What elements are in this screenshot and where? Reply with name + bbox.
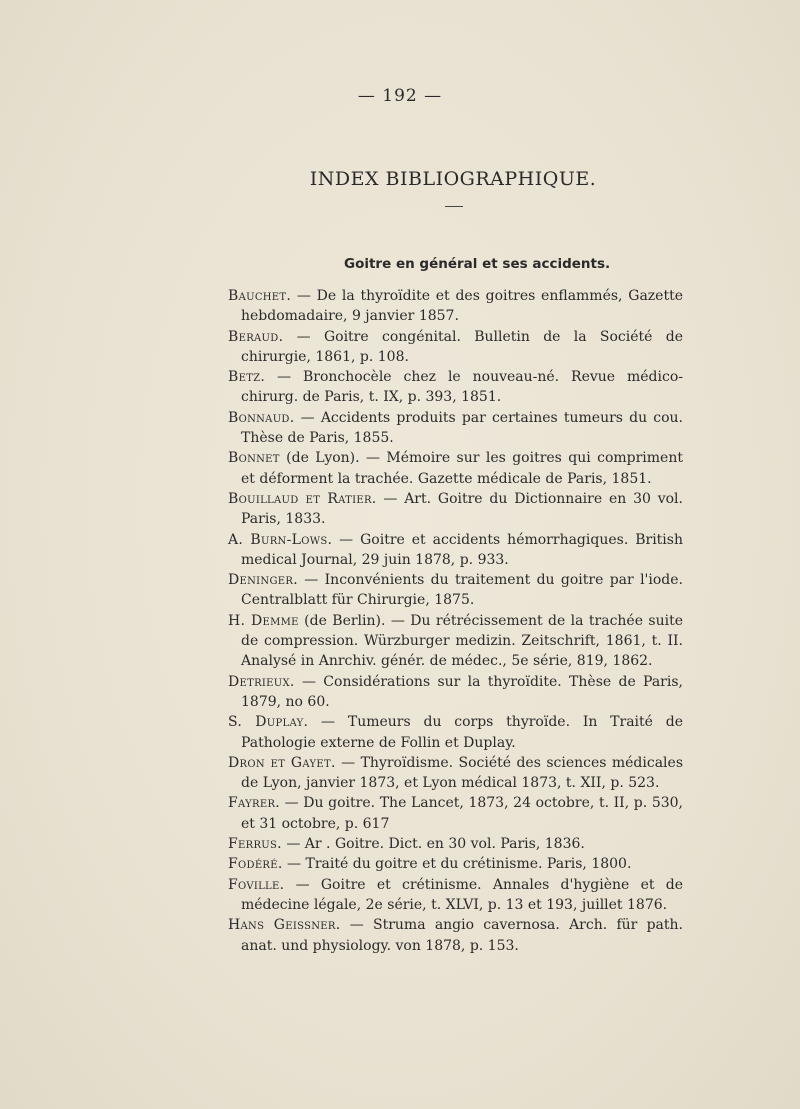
bibliography-entry <box>228 367 683 408</box>
entry-author: Bauchet. <box>228 288 292 304</box>
bibliography-entry <box>228 408 683 449</box>
bibliography-entry <box>228 753 683 794</box>
page-number: — 192 — <box>357 86 443 106</box>
title-divider <box>445 206 463 207</box>
entry-author: Hans Geissner. <box>228 917 341 934</box>
bibliography-entry <box>228 327 683 368</box>
bibliography-entry <box>228 793 683 834</box>
entry-author: Betz. <box>228 369 266 386</box>
entry-author: Detrieux. <box>228 673 295 690</box>
bibliography-entry <box>228 834 683 854</box>
entry-text: — Tumeurs du corps thyroïde. In Traité de Pathologie externe de Follin et Duplay. <box>241 714 684 751</box>
entry-text: — Du goitre. The Lancet, 1873, 24 octobre, t. II, p. 530, et 31 octobre, p. 617 <box>241 795 683 832</box>
bibliography-entry <box>228 489 683 530</box>
section-heading: Goitre en général et ses accidents. <box>344 256 611 272</box>
entry-text: — Traité du goitre et du crétinisme. Paris, 1800. <box>282 856 632 873</box>
entry-author: Beraud. <box>228 328 284 345</box>
entry-text: — Goitre congénital. Bulletin de la Société de chirurgie, 1861, p. 108. <box>241 328 683 365</box>
entry-author: Bouillaud et Ratier. <box>228 490 377 507</box>
bibliography-entry <box>228 286 683 327</box>
bibliography-entry <box>228 672 683 713</box>
bibliography-entry <box>228 875 683 916</box>
bibliography-entry <box>228 611 683 672</box>
entry-text: — Art. Goitre du Dictionnaire en 30 vol. Paris, 1833. <box>241 490 683 528</box>
entry-text: — De la thyroïdite et des goitres enflammés, Gazette hebdomadaire, 9 janvier 1857. <box>241 288 683 325</box>
bibliography-entry <box>228 530 683 571</box>
entry-text: — Goitre et accidents hémorrhagiques. British medical Journal, 29 juin 1878, p. 933. <box>241 531 683 568</box>
bibliography-entry <box>228 915 683 956</box>
entry-text: — Thyroïdisme. Société des sciences médicales de Lyon, janvier 1873, et Lyon médical 1873, t. XII, p. 523. <box>241 754 683 792</box>
index-title: INDEX BIBLIOGRAPHIQUE. <box>309 168 597 190</box>
entry-text: (de Lyon). — Mémoire sur les goitres qui compriment et déforment la trachée. Gazette médicale de Paris, 1851. <box>241 450 683 487</box>
bibliography-entry <box>228 854 683 874</box>
entry-text: — Considérations sur la thyroïdite. Thèse de Paris, 1879, no 60. <box>241 673 683 710</box>
entry-text: — Bronchocèle chez le nouveau-né. Revue médico-chirurg. de Paris, t. IX, p. 393, 1851. <box>241 369 683 406</box>
entry-text: — Ar . Goitre. Dict. en 30 vol. Paris, 1836. <box>281 836 585 853</box>
bibliography-list <box>228 286 683 956</box>
entry-text: — Struma angio cavernosa. Arch. für path. anat. und physiology. von 1878, p. 153. <box>241 917 683 954</box>
bibliography-entry <box>228 448 683 489</box>
entry-author: S. Duplay. <box>228 714 309 731</box>
entry-text: — Accidents produits par certaines tumeurs du cou. Thèse de Paris, 1855. <box>241 409 683 447</box>
entry-author: A. Burn-Lows. <box>228 531 333 548</box>
entry-author: Dron et Gayet. <box>228 754 336 771</box>
entry-author: Deninger. <box>228 572 298 589</box>
entry-author: Ferrus. <box>228 836 282 853</box>
entry-author: H. Demme <box>228 612 299 629</box>
entry-author: Foville. <box>228 876 285 893</box>
entry-text: — Goitre et crétinisme. Annales d'hygiène et de médecine légale, 2e série, t. XLVI, p. 13 et 193, juillet 1876. <box>241 876 683 913</box>
entry-author: Bonnet <box>228 450 280 467</box>
entry-author: Bonnaud. <box>228 409 295 426</box>
entry-author: Fayrer. <box>228 795 281 812</box>
entry-text: (de Berlin). — Du rétrécissement de la trachée suite de compression. Würzburger medizin. Zeitschrift, 1861, t. II. Analysé in Anrchiv. génér. de médec., 5e série, 819, 1862. <box>241 612 683 670</box>
bibliography-entry <box>228 570 683 611</box>
bibliography-entry <box>228 712 683 753</box>
entry-author: Fodéré. <box>228 856 283 873</box>
entry-text: — Inconvénients du traitement du goitre par l'iode. Centralblatt für Chirurgie, 1875. <box>241 572 683 609</box>
